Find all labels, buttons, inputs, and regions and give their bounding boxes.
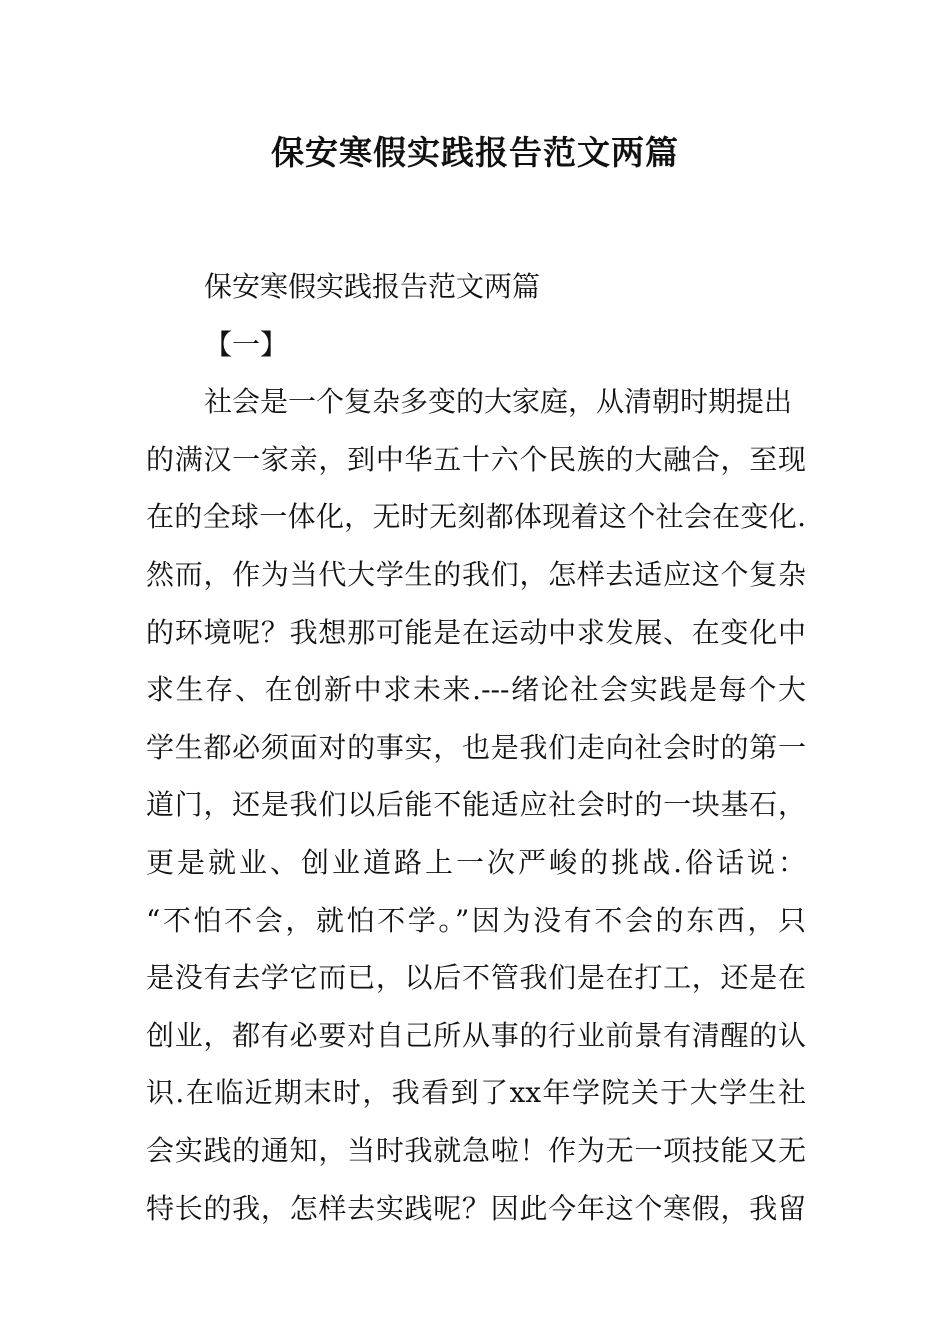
paragraph-line: “不怕不会，就怕不学。”因为没有不会的东西，只 [146, 903, 806, 937]
document-body [146, 258, 806, 1237]
paragraph-line: 的环境呢？我想那可能是在运动中求发展、在变化中 [146, 615, 806, 649]
paragraph-line: 学生都必须面对的事实，也是我们走向社会时的第一 [146, 730, 806, 764]
paragraph-line: 的满汉一家亲，到中华五十六个民族的大融合，至现 [146, 442, 806, 476]
subtitle-line: 保安寒假实践报告范文两篇 [204, 270, 541, 303]
paragraph-line: 求生存、在创新中求未来.---绪论社会实践是每个大 [146, 673, 806, 707]
paragraph-line: 然而，作为当代大学生的我们，怎样去适应这个复杂 [146, 557, 806, 591]
paragraph-line: 特长的我，怎样去实践呢？因此今年这个寒假，我留 [146, 1191, 806, 1225]
paragraph-line: 道门，还是我们以后能不能适应社会时的一块基石， [146, 788, 806, 822]
paragraph-line: 在的全球一体化，无时无刻都体现着这个社会在变化. [146, 500, 806, 534]
paragraph-line: 社会是一个复杂多变的大家庭，从清朝时期提出 [204, 385, 793, 419]
paragraph-line: 识.在临近期末时，我看到了xx年学院关于大学生社 [146, 1076, 806, 1110]
paragraph-line: 创业，都有必要对自己所从事的行业前景有清醒的认 [146, 1018, 806, 1052]
document-title: 保安寒假实践报告范文两篇 [271, 133, 679, 172]
section-marker: 【一】 [204, 327, 289, 361]
paragraph-line: 更是就业、创业道路上一次严峻的挑战.俗话说： [146, 845, 806, 879]
paragraph-line: 会实践的通知，当时我就急啦！作为无一项技能又无 [146, 1133, 806, 1167]
paragraph-line: 是没有去学它而已，以后不管我们是在打工，还是在 [146, 961, 806, 995]
